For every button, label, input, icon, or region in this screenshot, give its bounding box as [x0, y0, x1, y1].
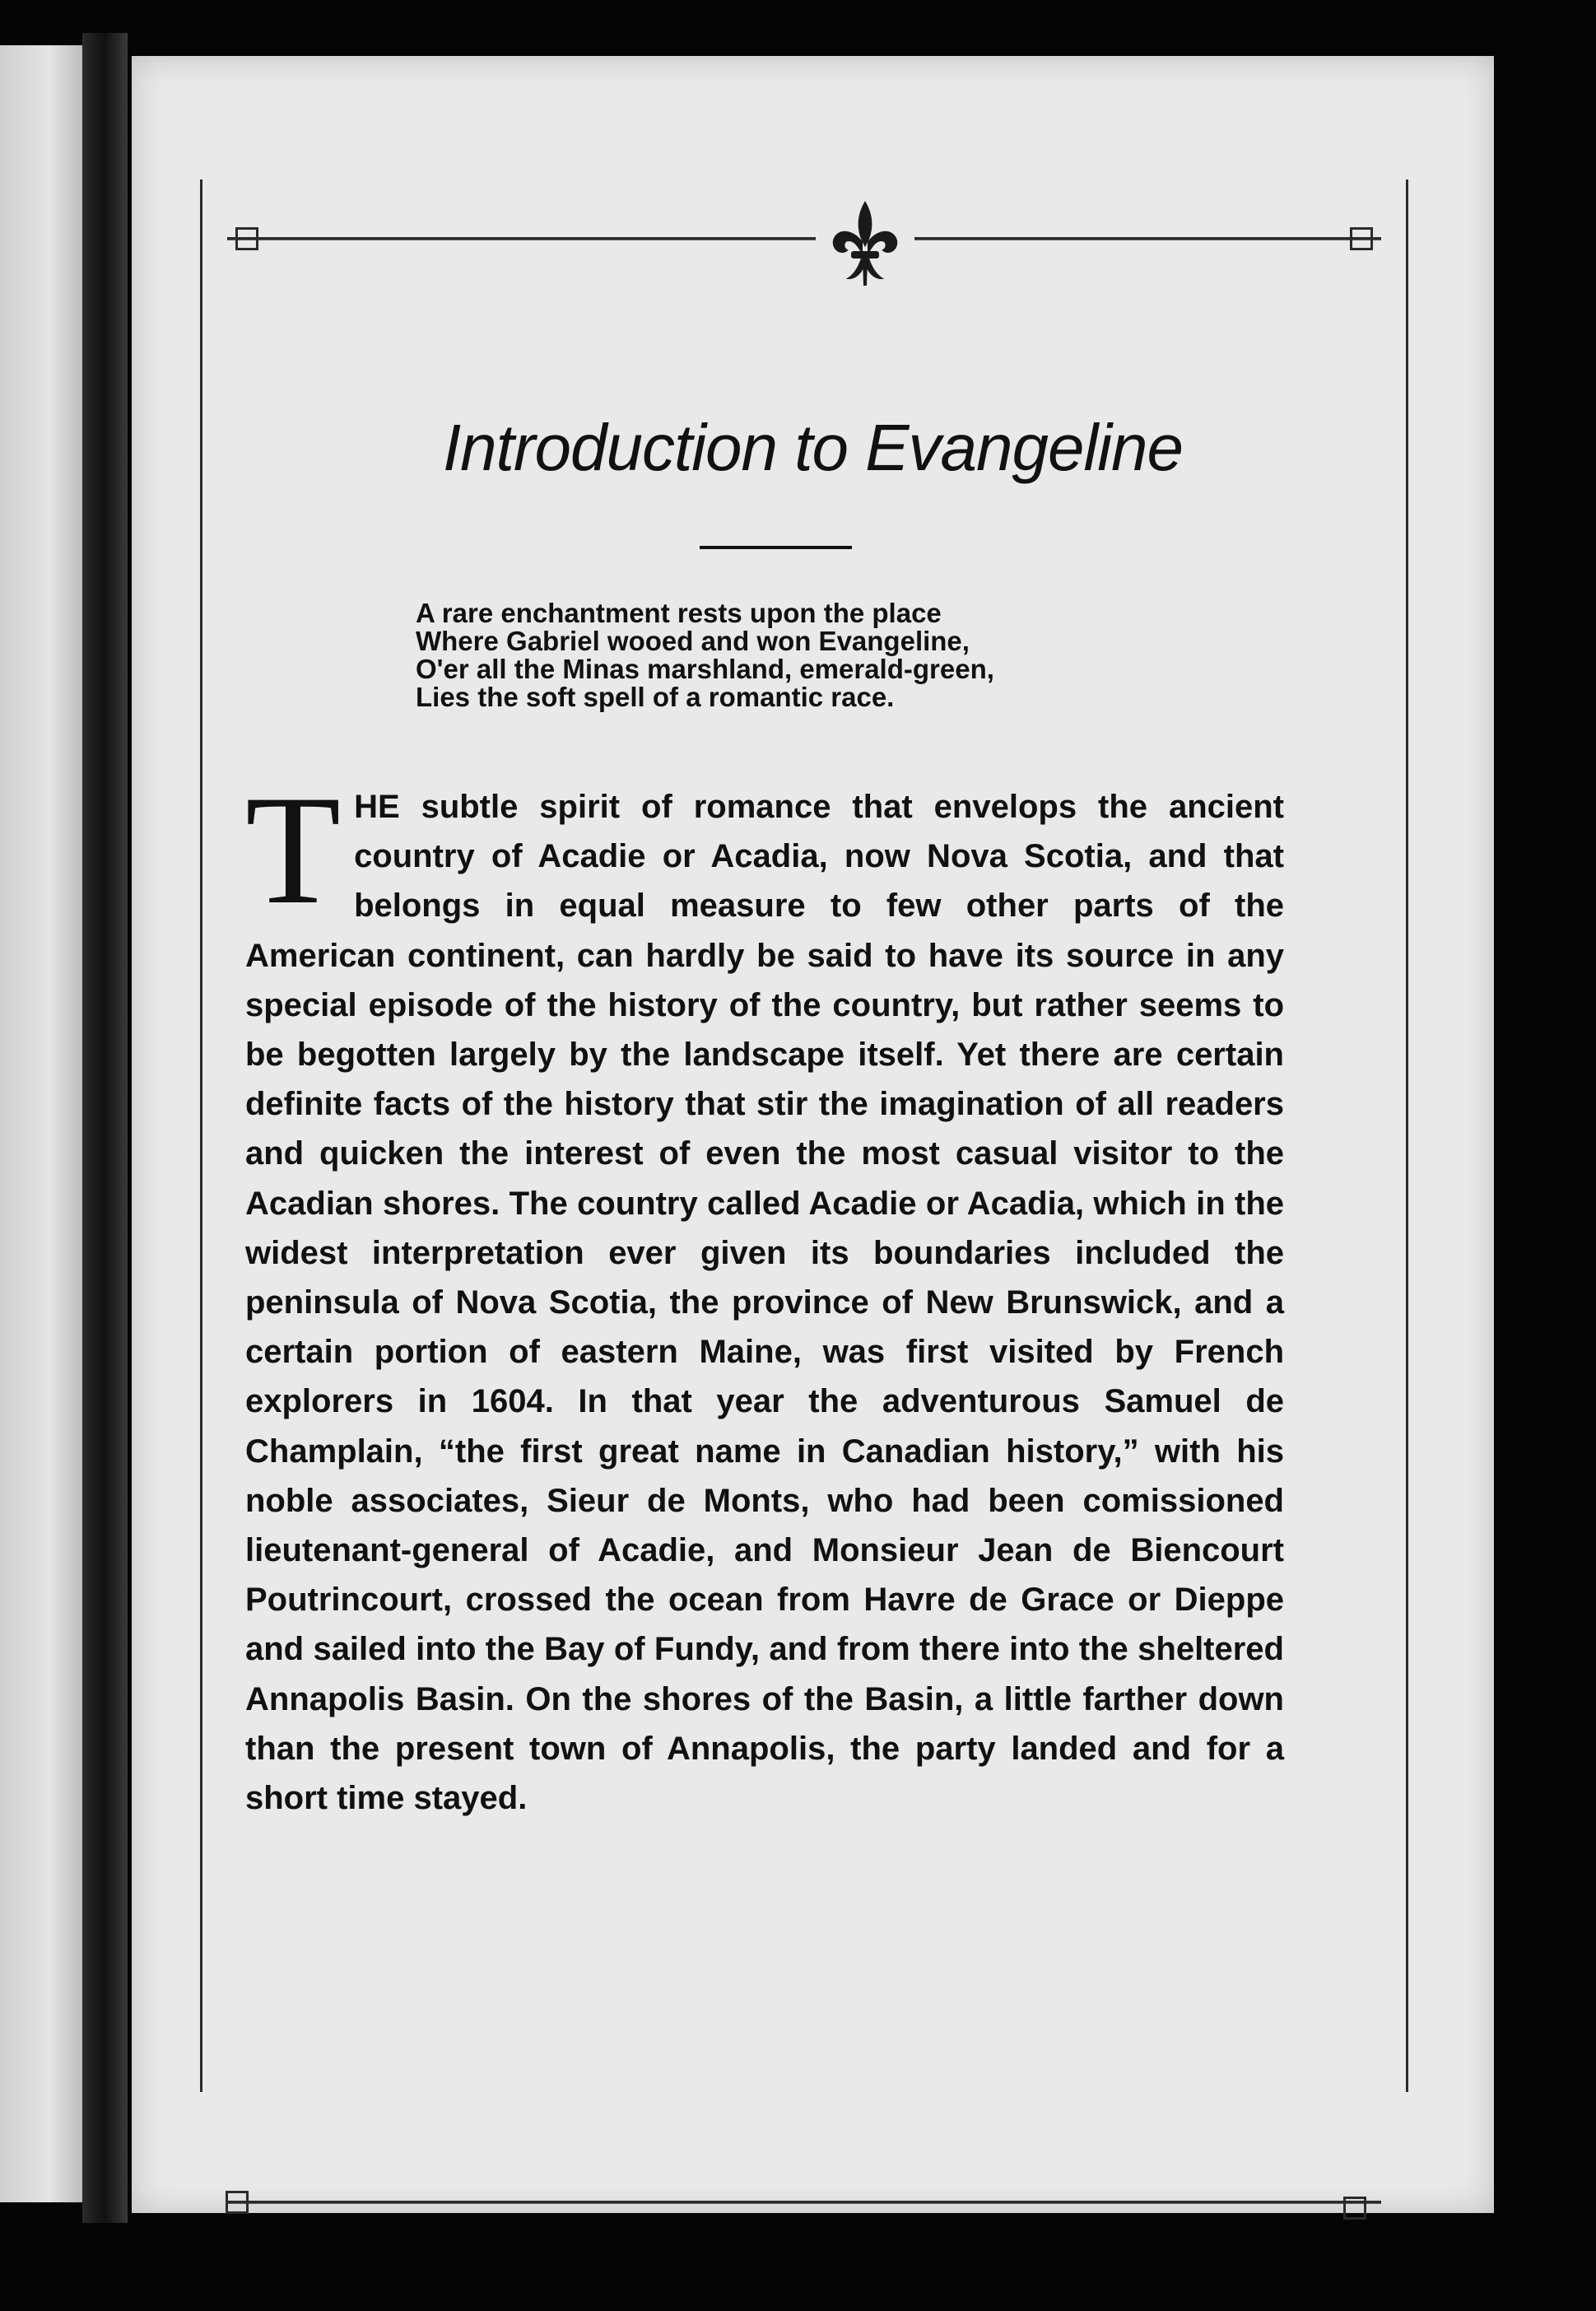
book-page — [132, 56, 1494, 2213]
frame-corner-bottom-left — [226, 2191, 249, 2214]
frame-corner-bottom-right — [1343, 2197, 1366, 2220]
epigraph — [416, 599, 1156, 711]
frame-bottom-rule — [227, 2201, 1381, 2204]
book-spine — [82, 33, 128, 2223]
paragraph-text: HE subtle spirit of romance that envelops the ancient country of Acadie or Acadia, now Nova Scotia, and that belongs in equal measure to few other parts of the American continent, can hardly be said to have its source in any special episode of the history of the country, but rather seems to be begotten largely by the landscape itself. Yet there are certain definite facts of the history that stir the imagination of all readers and quicken the interest of even the most casual visitor to the Acadian shores. The country called Acadie or Acadia, which in the widest interpretation ever given its boundaries included the peninsula of Nova Scotia, the province of New Brunswick, and a certain portion of eastern Maine, was first visited by French explorers in 1604. In that year the adventurous Samuel de Champlain, “the first great name in Canadian history,” with his noble associates, Sieur de Monts, who had been comissioned lieutenant-general of Acadie, and Monsieur Jean de Biencourt Poutrincourt, crossed the ocean from Havre de Grace or Dieppe and sailed into the Bay of Fundy, and from there into the sheltered Annapolis Basin. On the shores of the Basin, a little farther down than the present town of Annapolis, the party landed and for a short time stayed. — [245, 789, 1284, 1817]
facing-page-edge — [0, 45, 82, 2202]
epigraph-line: A rare enchantment rests upon the place — [416, 598, 942, 628]
fleur-de-lis-icon — [816, 196, 914, 295]
drop-cap: T — [245, 764, 342, 937]
epigraph-line: O'er all the Minas marshland, emerald-green, — [416, 654, 994, 684]
page-title: Introduction to Evangeline — [442, 411, 1184, 484]
title-divider — [700, 546, 852, 549]
epigraph-line: Where Gabriel wooed and won Evangeline, — [416, 626, 970, 656]
body-paragraph — [245, 764, 1284, 1823]
epigraph-line: Lies the soft spell of a romantic race. — [416, 682, 895, 712]
frame-corner-top-right — [1350, 227, 1373, 250]
frame-top-rule — [227, 237, 1381, 240]
frame-corner-top-left — [235, 227, 258, 250]
